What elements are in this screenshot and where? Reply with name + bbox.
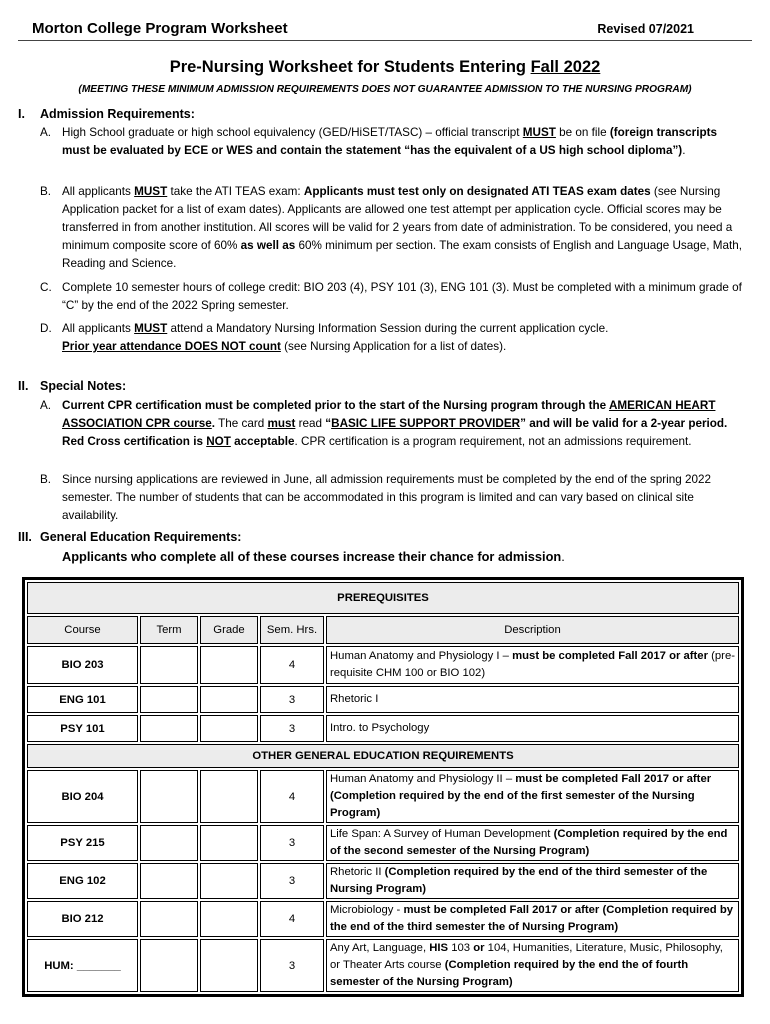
other-gened-header: OTHER GENERAL EDUCATION REQUIREMENTS [27,744,739,768]
grade-cell[interactable] [200,715,258,742]
table-row: BIO 203 4 Human Anatomy and Physiology I – must be completed Fall 2017 or after (pre-requisite CHM 100 or BIO 102) [27,646,739,684]
prerequisites-header: PREREQUISITES [27,582,739,614]
column-headers [27,616,739,644]
term-cell[interactable] [140,770,198,823]
grade-cell[interactable] [200,770,258,823]
entry-term: Fall 2022 [530,58,601,76]
col-term: Term [140,616,198,644]
col-description: Description [326,616,739,644]
col-sem-hrs: Sem. Hrs. [260,616,324,644]
worksheet-title: Pre-Nursing Worksheet for Students Entering Fall 2022 [169,58,601,76]
term-cell[interactable] [140,646,198,684]
requirement-a: A. High School graduate or high school equivalency (GED/HiSET/TASC) – official transcript MUST be on file (foreign transcripts must be evaluated by ECE or WES and contain the statement “has the equivalent of a US high school diploma”). [40,126,718,157]
page-header [18,14,752,41]
term-cell[interactable] [140,901,198,937]
grade-cell[interactable] [200,825,258,861]
table-row: BIO 204 4 Human Anatomy and Physiology II – must be completed Fall 2017 or after (Completion required by the end of the first semester of the Nursing Program) [27,770,739,823]
table-row: ENG 101 3 Rhetoric I [27,686,739,713]
revision-date: Revised 07/2021 [597,22,694,36]
grade-cell[interactable] [200,939,258,992]
course-table [22,577,744,997]
term-cell[interactable] [140,939,198,992]
grade-cell[interactable] [200,901,258,937]
table-row: PSY 215 3 Life Span: A Survey of Human Development (Completion required by the end of the second semester of the Nursing Program) [27,825,739,861]
grade-cell[interactable] [200,646,258,684]
disclaimer: (MEETING THESE MINIMUM ADMISSION REQUIREMENTS DOES NOT GUARANTEE ADMISSION TO THE NURSING PROGRAM) [78,84,692,95]
note-a: A. Current CPR certification must be completed prior to the start of the Nursing program through the AMERICAN HEART ASSOCIATION CPR course. The card must read “BASIC LIFE SUPPORT PROVIDER” and will be valid for a 2-year period. Red Cross certification is NOT acceptable. CPR certification is a program requirement, not an admissions requirement. [40,399,728,448]
grade-cell[interactable] [200,863,258,899]
table-row: PSY 101 3 Intro. to Psychology [27,715,739,742]
term-cell[interactable] [140,715,198,742]
note-b: B. Since nursing applications are reviewed in June, all admission requirements must be completed by the end of the spring 2022 semester. The number of students that can be accommodated in this program is limited and can vary based on clinical site availability. [40,473,712,522]
table-row: BIO 212 4 Microbiology - must be completed Fall 2017 or after (Completion required by the end of the third semester the of Nursing Program) [27,901,739,937]
col-grade: Grade [200,616,258,644]
table-row: ENG 102 3 Rhetoric II (Completion required by the end of the third semester of the Nursing Program) [27,863,739,899]
table-row: HUM: _______ 3 Any Art, Language, HIS 103 or 104, Humanities, Literature, Music, Philosophy, or Theater Arts course (Completion required by the end the of fourth semester of the Nursing Program) [27,939,739,992]
college-title: Morton College Program Worksheet [32,20,288,37]
gened-subheading: Applicants who complete all of these courses increase their chance for admission. [62,549,565,564]
requirement-c: C. Complete 10 semester hours of college credit: BIO 203 (4), PSY 101 (3), ENG 101 (3). Must be completed with a minimum grade of “C” by the end of the 2022 Spring semester. [40,281,742,312]
section-admission-heading: I. Admission Requirements: [18,107,195,121]
requirement-d: D. All applicants MUST attend a Mandatory Nursing Information Session during the current application cycle. Prior year attendance DOES NOT count (see Nursing Application for a list of dates). [40,322,609,353]
requirement-b: B. All applicants MUST take the ATI TEAS exam: Applicants must test only on designated ATI TEAS exam dates (see Nursing Application packet for a list of exam dates). Applicants are allowed one test attempt per application cycle. Official scores may be transferred in from another institution. All scores will be valid for 2 years from date of administration. To be considered, you need a minimum composite score of 60% as well as 60% minimum per section. The exam consists of English and Language Usage, Math, Reading and Science. [40,185,742,270]
section-notes-heading: II. Special Notes: [18,379,127,393]
section-gened-heading: III. General Education Requirements: [18,530,242,544]
term-cell[interactable] [140,863,198,899]
grade-cell[interactable] [200,686,258,713]
term-cell[interactable] [140,686,198,713]
term-cell[interactable] [140,825,198,861]
col-course: Course [27,616,138,644]
